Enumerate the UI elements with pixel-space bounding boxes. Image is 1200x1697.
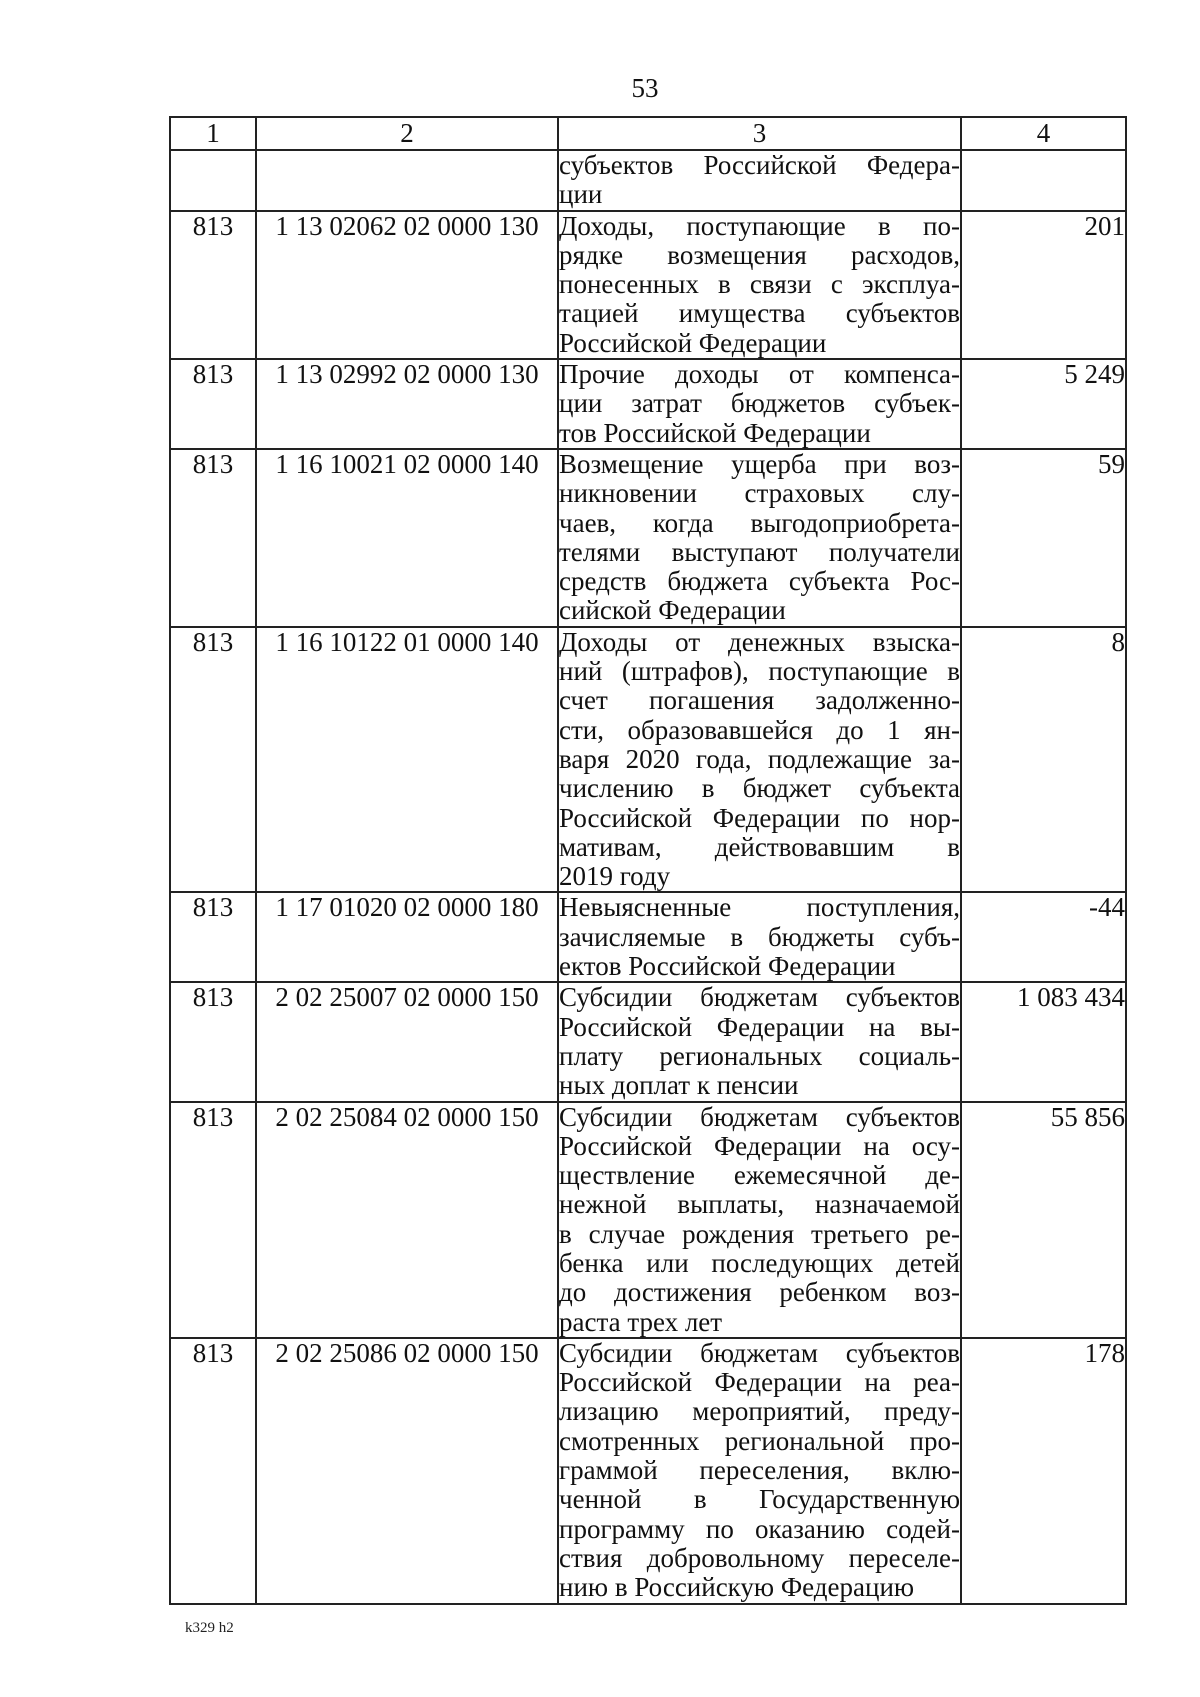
footer-mark: k329 h2 <box>185 1620 234 1636</box>
description-line: лизацию мероприятий, преду- <box>559 1396 960 1427</box>
description-line: ции затрат бюджетов субъек- <box>559 388 960 419</box>
admin-code-cell: 813 <box>170 982 256 1101</box>
amount-cell: 59 <box>961 449 1126 627</box>
description-line: ществление ежемесячной де- <box>559 1160 960 1191</box>
description-line: числению в бюджет субъекта <box>559 773 960 804</box>
description-cell <box>558 449 961 627</box>
table-row <box>170 982 1126 1101</box>
description-cell <box>558 1338 961 1604</box>
table-row <box>170 449 1126 627</box>
description-line: телями выступают получатели <box>559 536 960 567</box>
description-line: раста трех лет <box>559 1306 723 1337</box>
description-line: Доходы от денежных взыска- <box>559 626 960 657</box>
budget-code-cell: 2 02 25084 02 0000 150 <box>256 1102 558 1338</box>
description-cell <box>558 1102 961 1338</box>
budget-code-cell: 1 16 10021 02 0000 140 <box>256 449 558 627</box>
description-line: Невыясненные поступления, <box>559 892 960 923</box>
description-line: смотренных региональной про- <box>559 1425 960 1456</box>
description-line: варя 2020 года, подлежащие за- <box>559 743 960 774</box>
description-line: бенка или последующих детей <box>559 1247 960 1278</box>
budget-code-cell <box>256 150 558 211</box>
description-cell <box>558 627 961 893</box>
description-line: счет погашения задолженно- <box>559 685 960 716</box>
description-line: средств бюджета субъекта Рос- <box>559 566 960 597</box>
budget-code-cell: 1 13 02062 02 0000 130 <box>256 211 558 359</box>
description-line: до достижения ребенком воз- <box>559 1277 960 1308</box>
amount-cell: 178 <box>961 1338 1126 1604</box>
budget-code-cell: 2 02 25086 02 0000 150 <box>256 1338 558 1604</box>
amount-cell <box>961 150 1126 211</box>
description-line: плату региональных социаль- <box>559 1040 960 1071</box>
description-line: ектов Российской Федерации <box>559 951 896 982</box>
description-line: Российской Федерации на вы- <box>559 1011 960 1042</box>
column-header-3: 3 <box>558 117 961 150</box>
admin-code-cell: 813 <box>170 1102 256 1338</box>
table-row <box>170 1102 1126 1338</box>
amount-cell: -44 <box>961 892 1126 982</box>
description-line: субъектов Российской Федера- <box>559 150 960 180</box>
table-row <box>170 627 1126 893</box>
description-line: Российской Федерации на осу- <box>559 1130 960 1161</box>
description-cell <box>558 982 961 1101</box>
budget-revenue-table <box>169 116 1127 1605</box>
description-line: граммой переселения, вклю- <box>559 1455 960 1486</box>
description-line: ченной в Государственную <box>559 1484 960 1515</box>
description-line: ствия добровольному переселе- <box>559 1542 960 1573</box>
description-line: нию в Российскую Федерацию <box>559 1572 915 1603</box>
description-line: зачисляемые в бюджеты субъ- <box>559 921 960 952</box>
description-line: Возмещение ущерба при воз- <box>559 448 960 479</box>
column-header-1: 1 <box>170 117 256 150</box>
description-line: чаев, когда выгодоприобрета- <box>559 507 960 538</box>
table-row <box>170 892 1126 982</box>
description-line: Российской Федерации на реа- <box>559 1367 960 1398</box>
admin-code-cell: 813 <box>170 211 256 359</box>
continuation-row <box>170 150 1126 211</box>
description-line: никновении страховых слу- <box>559 478 960 509</box>
amount-cell: 201 <box>961 211 1126 359</box>
amount-cell: 55 856 <box>961 1102 1126 1338</box>
description-line: ных доплат к пенсии <box>559 1070 799 1101</box>
description-line: ний (штрафов), поступающие в <box>559 656 960 687</box>
description-line: мативам, действовавшим в <box>559 831 960 862</box>
amount-cell: 8 <box>961 627 1126 893</box>
amount-cell: 1 083 434 <box>961 982 1126 1101</box>
table-row <box>170 359 1126 449</box>
table-header-row <box>170 117 1126 150</box>
description-line: сийской Федерации <box>559 595 786 626</box>
budget-code-cell: 1 17 01020 02 0000 180 <box>256 892 558 982</box>
admin-code-cell: 813 <box>170 892 256 982</box>
description-line: Субсидии бюджетам субъектов <box>559 1101 960 1132</box>
description-line: тацией имущества субъектов <box>559 298 960 329</box>
budget-code-cell: 1 13 02992 02 0000 130 <box>256 359 558 449</box>
column-header-4: 4 <box>961 117 1126 150</box>
description-line: Российской Федерации <box>559 327 827 358</box>
admin-code-cell <box>170 150 256 211</box>
budget-code-cell: 2 02 25007 02 0000 150 <box>256 982 558 1101</box>
description-line: сти, образовавшейся до 1 ян- <box>559 714 960 745</box>
admin-code-cell: 813 <box>170 449 256 627</box>
column-header-2: 2 <box>256 117 558 150</box>
admin-code-cell: 813 <box>170 627 256 893</box>
page-number: 53 <box>631 73 659 103</box>
description-cell <box>558 892 961 982</box>
admin-code-cell: 813 <box>170 1338 256 1604</box>
amount-cell: 5 249 <box>961 359 1126 449</box>
description-line: тов Российской Федерации <box>559 417 871 448</box>
description-line: ции <box>559 179 603 210</box>
description-line: Доходы, поступающие в по- <box>559 210 960 241</box>
description-line: нежной выплаты, назначаемой <box>559 1189 960 1220</box>
description-line: Прочие доходы от компенса- <box>559 359 960 390</box>
description-line: рядке возмещения расходов, <box>559 239 960 270</box>
table-row <box>170 211 1126 359</box>
description-cell <box>558 211 961 359</box>
budget-code-cell: 1 16 10122 01 0000 140 <box>256 627 558 893</box>
description-cell <box>558 150 961 211</box>
description-line: в случае рождения третьего ре- <box>559 1218 960 1249</box>
description-line: 2019 году <box>559 861 671 892</box>
admin-code-cell: 813 <box>170 359 256 449</box>
description-line: понесенных в связи с эксплуа- <box>559 269 960 300</box>
description-line: программу по оказанию содей- <box>559 1513 960 1544</box>
description-line: Субсидии бюджетам субъектов <box>559 982 960 1013</box>
table-row <box>170 1338 1126 1604</box>
description-line: Субсидии бюджетам субъектов <box>559 1337 960 1368</box>
description-line: Российской Федерации по нор- <box>559 802 960 833</box>
description-cell <box>558 359 961 449</box>
